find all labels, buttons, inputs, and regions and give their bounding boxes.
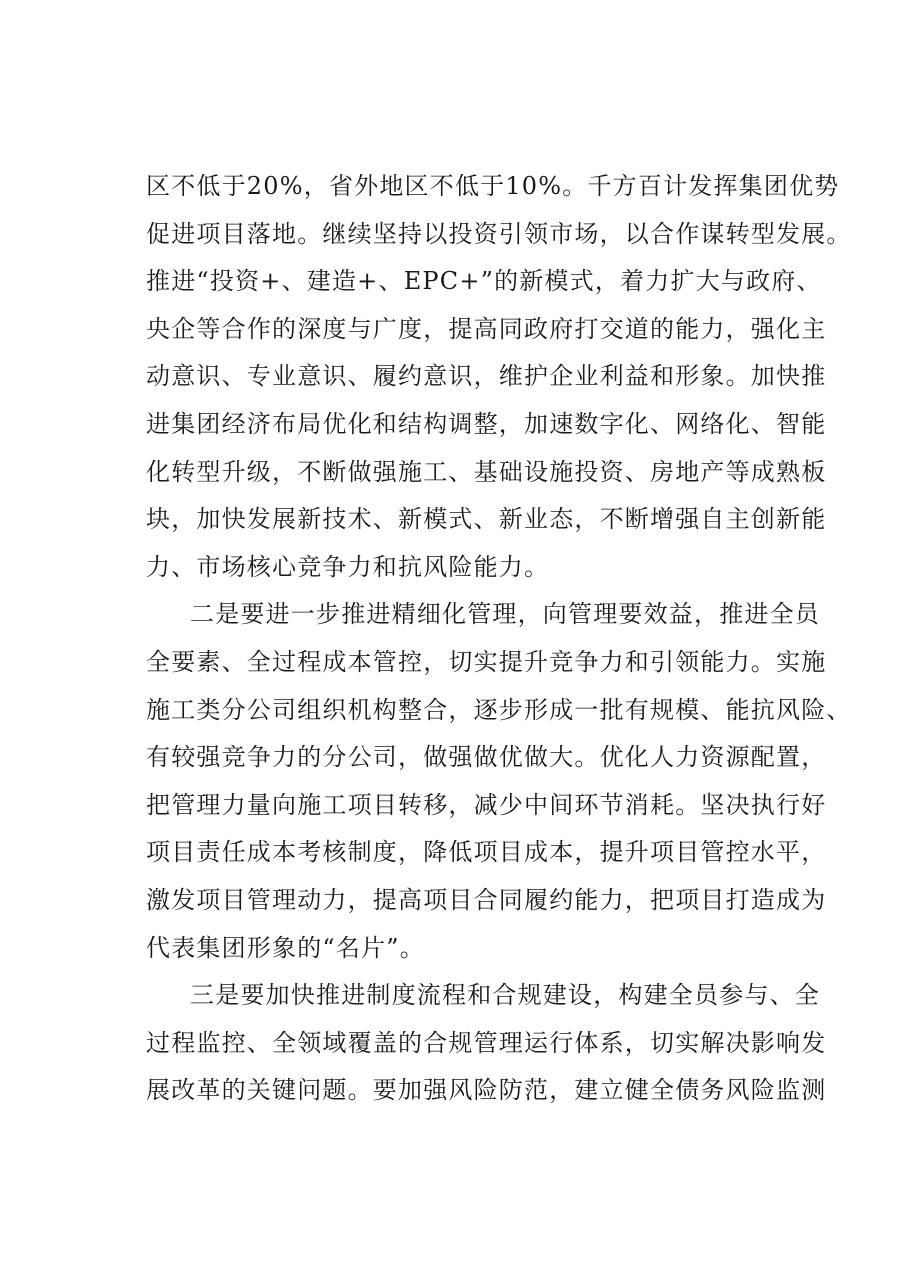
text-line: 化转型升级，不断做强施工、基础设施投资、房地产等成熟板 [146,457,827,486]
text-line: 过程监控、全领域覆盖的合规管理运行体系，切实解决影响发 [146,1028,827,1057]
text-line: 力、市场核心竞争力和抗风险能力。 [146,552,550,581]
text-line: 动意识、专业意识、履约意识，维护企业利益和形象。加快推 [146,362,827,391]
paragraph-start-line: 二是要进一步推进精细化管理，向管理要效益，推进全员 [190,600,820,629]
paragraph-start-line: 三是要加快推进制度流程和合规建设，构建全员参与、全 [190,981,820,1010]
document-body [146,163,852,1115]
text-line: 有较强竞争力的分公司，做强做优做大。优化人力资源配置， [146,743,827,772]
text-line: 块，加快发展新技术、新模式、新业态，不断增强自主创新能 [146,505,827,534]
text-line: 促进项目落地。继续坚持以投资引领市场，以合作谋转型发展。 [146,219,852,248]
text-line: 项目责任成本考核制度，降低项目成本，提升项目管控水平， [146,838,827,867]
text-line: 推进“投资+、建造+、EPC+”的新模式，着力扩大与政府、 [146,267,822,296]
text-line: 激发项目管理动力，提高项目合同履约能力，把项目打造成为 [146,885,827,914]
text-line: 把管理力量向施工项目转移，减少中间环节消耗。坚决执行好 [146,790,827,819]
text-line: 全要素、全过程成本管控，切实提升竞争力和引领能力。实施 [146,647,827,676]
text-line: 展改革的关键问题。要加强风险防范，建立健全债务风险监测 [146,1076,827,1105]
text-line: 代表集团形象的“名片”。 [146,933,425,962]
text-line: 进集团经济布局优化和结构调整，加速数字化、网络化、智能 [146,409,827,438]
text-line: 央企等合作的深度与广度，提高同政府打交道的能力，强化主 [146,314,827,343]
text-line: 施工类分公司组织机构整合，逐步形成一批有规模、能抗风险、 [146,695,852,724]
text-line: 区不低于20%，省外地区不低于10%。千方百计发挥集团优势 [146,172,840,200]
